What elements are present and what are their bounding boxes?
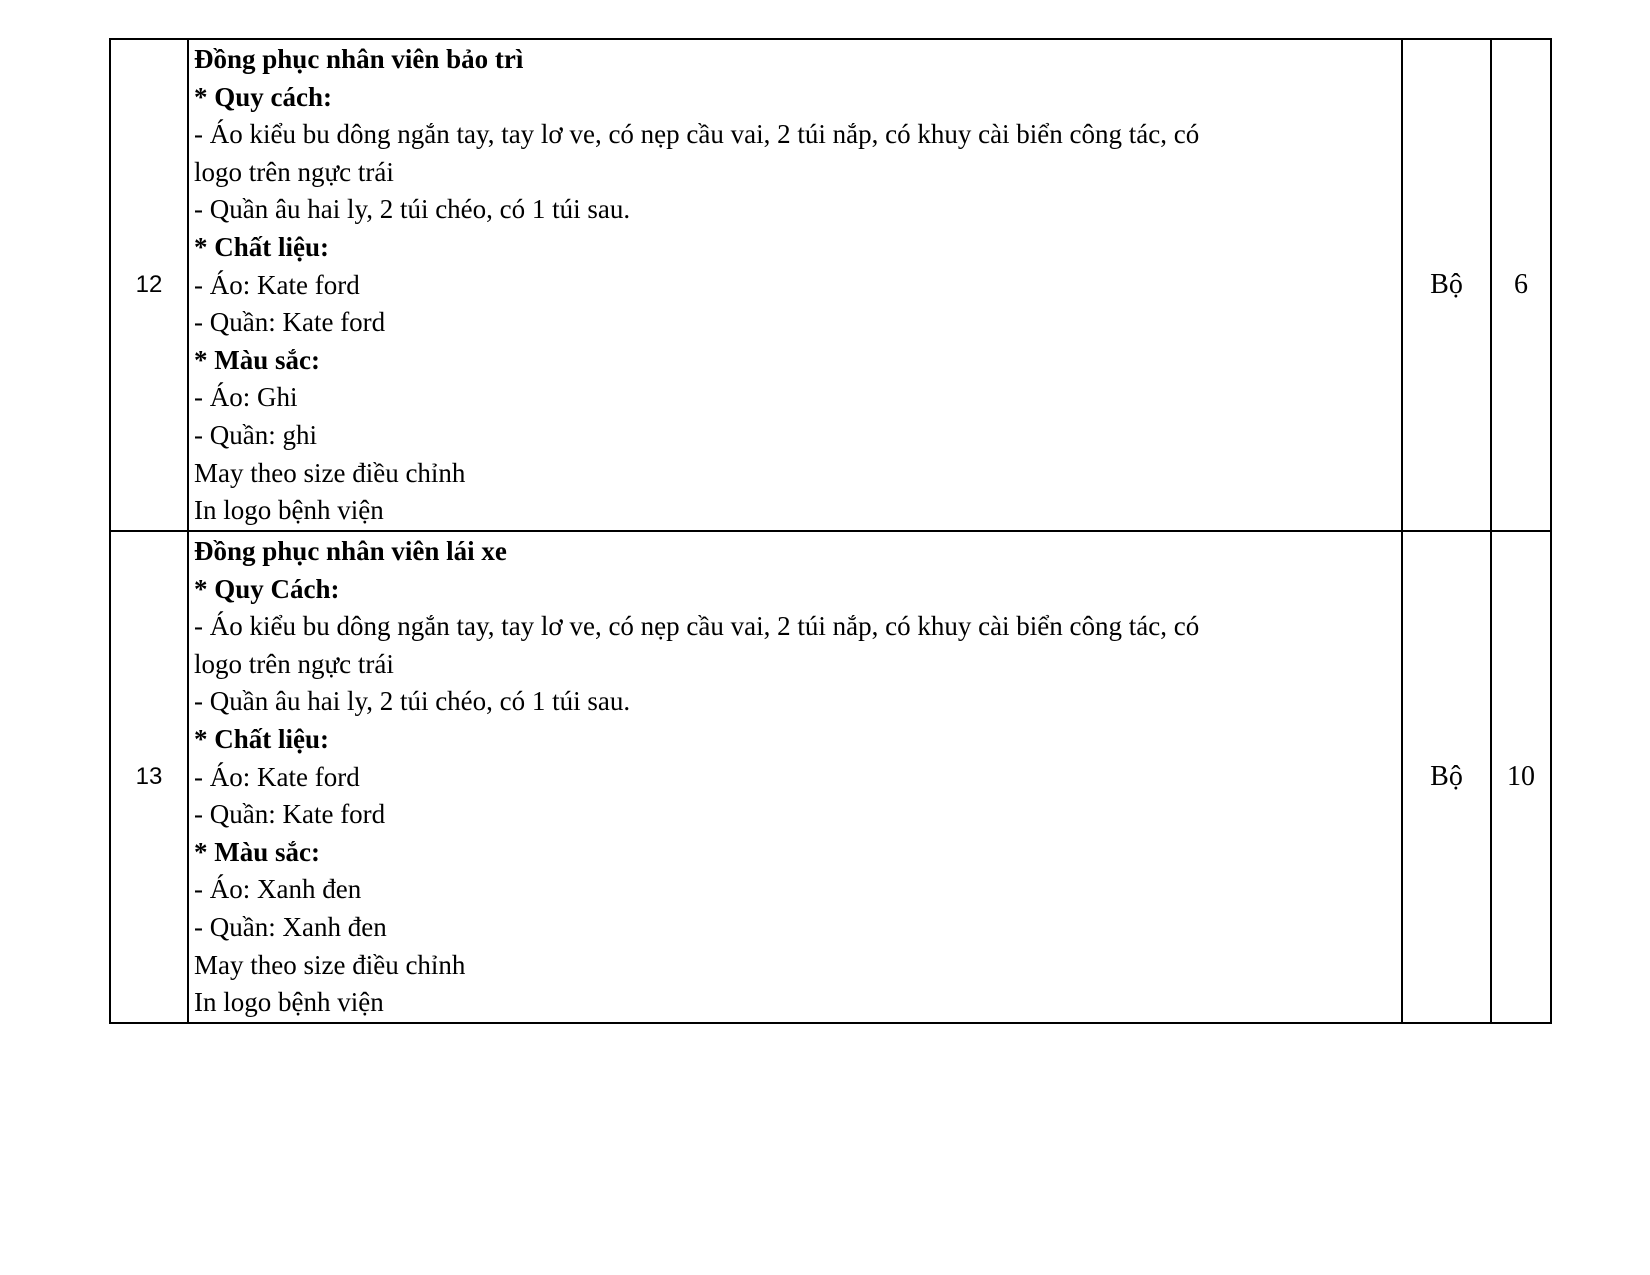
row-number-cell [110, 531, 188, 1023]
row-number: 12 [135, 271, 163, 298]
row-number: 13 [135, 763, 163, 790]
description-line: - Áo: Ghi [194, 382, 298, 413]
quantity-cell [1491, 531, 1551, 1023]
description-line: - Áo kiểu bu dông ngắn tay, tay lơ ve, có nẹp cầu vai, 2 túi nắp, có khuy cài biển công tác, có [194, 611, 1200, 642]
description-cell [188, 531, 1402, 1023]
unit-value: Bộ [1430, 761, 1463, 792]
description-line: * Màu sắc: [194, 836, 320, 867]
description-line: Đồng phục nhân viên lái xe [194, 536, 507, 566]
description-line: - Quần âu hai ly, 2 túi chéo, có 1 túi sau. [194, 194, 631, 225]
description-line: logo trên ngực trái [194, 648, 394, 679]
description-line: * Chất liệu: [194, 231, 329, 262]
quantity-cell [1491, 39, 1551, 531]
quantity-value: 6 [1514, 269, 1528, 300]
unit-cell [1402, 531, 1491, 1023]
description-line: - Áo kiểu bu dông ngắn tay, tay lơ ve, có nẹp cầu vai, 2 túi nắp, có khuy cài biển công tác, có [194, 119, 1200, 150]
unit-value: Bộ [1430, 269, 1463, 300]
table-row [110, 39, 1551, 531]
description-line: In logo bệnh viện [194, 495, 384, 526]
description-line: May theo size điều chỉnh [194, 457, 466, 488]
description-line: - Quần: Kate ford [194, 799, 386, 830]
description-line: * Màu sắc: [194, 344, 320, 375]
table-row [110, 531, 1551, 1023]
description-line: logo trên ngực trái [194, 156, 394, 187]
description-line: * Chất liệu: [194, 723, 329, 754]
description-cell [188, 39, 1402, 531]
row-number-cell [110, 39, 188, 531]
description-line: - Áo: Xanh đen [194, 874, 362, 905]
description-line: - Quần: Kate ford [194, 307, 386, 338]
uniform-spec-table-body [110, 39, 1551, 1023]
description-line: In logo bệnh viện [194, 987, 384, 1018]
description-line: * Quy Cách: [194, 573, 340, 604]
description-line: - Áo: Kate ford [194, 269, 360, 300]
unit-cell [1402, 39, 1491, 531]
description-line: - Áo: Kate ford [194, 761, 360, 792]
description-line: - Quần: ghi [194, 419, 317, 450]
description-line: - Quần: Xanh đen [194, 911, 387, 942]
description-line: * Quy cách: [194, 81, 332, 112]
uniform-spec-table [109, 38, 1552, 1024]
description-line: - Quần âu hai ly, 2 túi chéo, có 1 túi sau. [194, 686, 631, 717]
quantity-value: 10 [1507, 761, 1535, 792]
description-line: Đồng phục nhân viên bảo trì [194, 44, 524, 74]
description-line: May theo size điều chỉnh [194, 949, 466, 980]
